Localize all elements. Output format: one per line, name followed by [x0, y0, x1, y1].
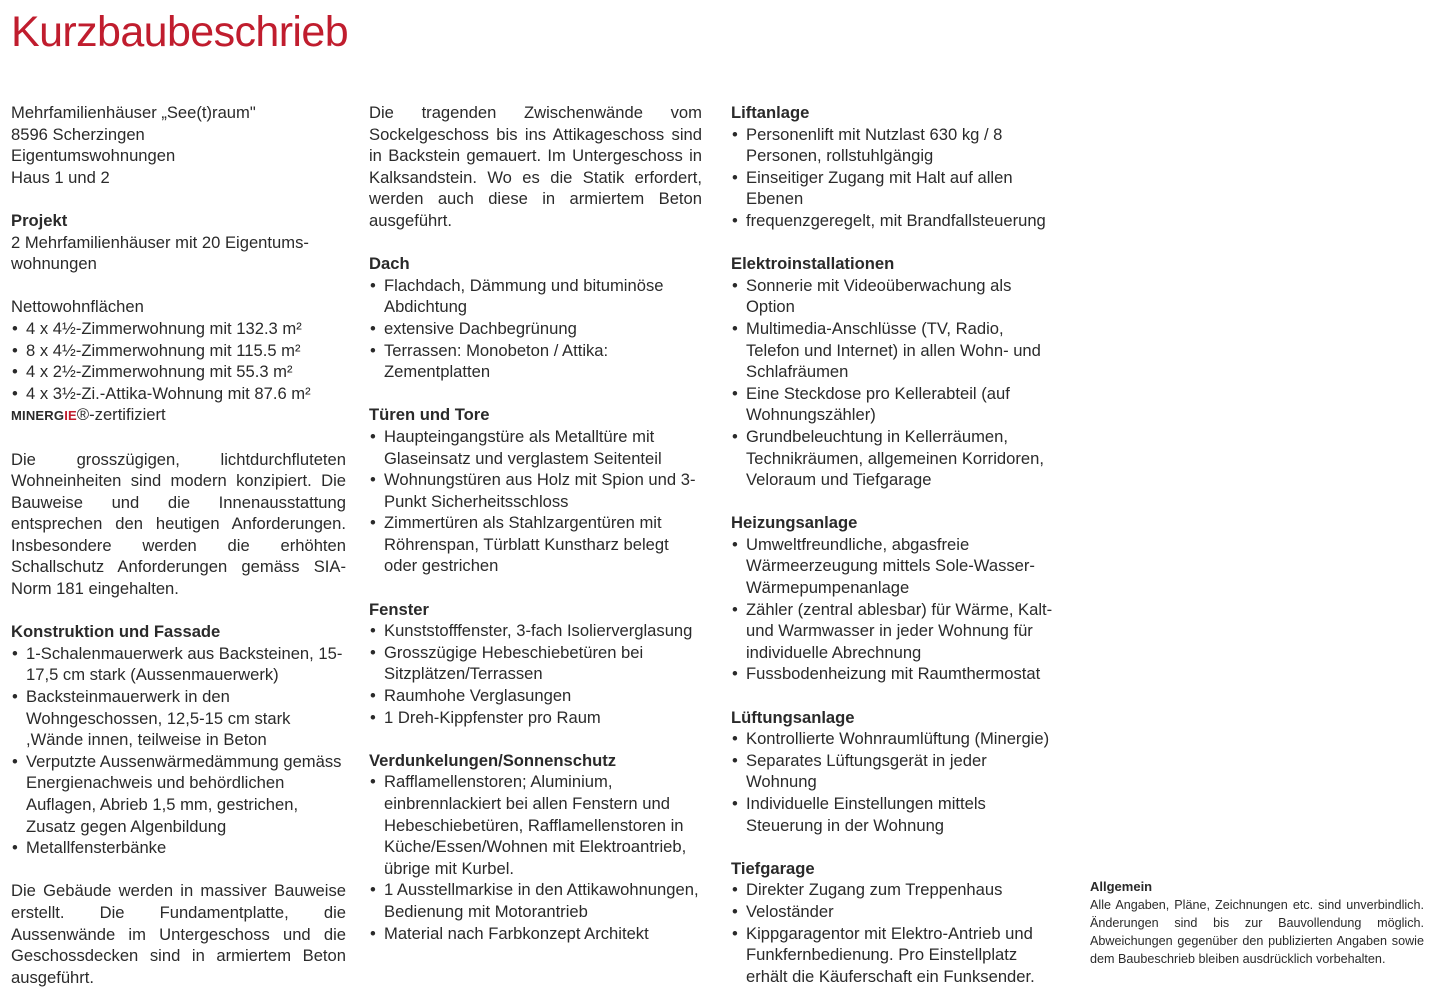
section-label: Nettowohnflächen	[11, 297, 144, 317]
section-tiefgarage	[731, 858, 1061, 988]
list-item: • 4 x 2½-Zimmerwohnung mit 55.3 m²	[11, 361, 346, 383]
list-item: • Eine Steckdose pro Kellerabteil (auf Wohnungszähler)	[731, 383, 1061, 426]
list-item: • Grosszügige Hebeschiebetüren bei Sitzplätzen/Terrassen	[369, 642, 702, 685]
section-heading: Tiefgarage	[731, 858, 815, 878]
certification-text: ®-zertifiziert	[76, 405, 166, 425]
section-lueftung	[731, 707, 1061, 837]
list-item: • Einseitiger Zugang mit Halt auf allen Ebenen	[731, 167, 1061, 210]
list-item: • Zähler (zentral ablesbar) für Wärme, Kalt- und Warmwasser in jeder Wohnung für individuelle Abrechnung	[731, 599, 1061, 664]
intro-line: Haus 1 und 2	[11, 167, 110, 187]
logo-text-accent: IE	[64, 408, 77, 424]
column-1	[11, 102, 346, 988]
section-heading: Allgemein	[1090, 879, 1153, 894]
bullet-list	[731, 728, 1061, 836]
bullet-list	[731, 879, 1061, 987]
section-heading: Projekt	[11, 210, 68, 230]
section-projekt	[11, 210, 346, 275]
list-item: • Raumhohe Verglasungen	[369, 685, 702, 707]
paragraph: Die Gebäude werden in massiver Bauweise erstellt. Die Fundamentplatte, die Aussenwände im Untergeschoss und die Geschossdecken sind in armiertem Beton ausgeführt.	[11, 881, 346, 987]
list-item: • Kippgaragentor mit Elektro-Antrieb und Funkfernbedienung. Pro Einstellplatz erhält die Käuferschaft ein Funksender.	[731, 923, 1061, 988]
list-item: • Fussbodenheizung mit Raumthermostat	[731, 663, 1061, 685]
bullet-list	[11, 643, 346, 859]
section-beschreibung	[11, 449, 346, 600]
intro-line: Mehrfamilienhäuser „See(t)raum"	[11, 103, 256, 122]
list-item: • Rafflamellenstoren; Aluminium, einbrennlackiert bei allen Fenstern und Hebeschiebetüren, Rafflamellenstoren in Küche/Essen/Wohnen mit Elektroantrieb, übrige mit Kurbel.	[369, 771, 702, 879]
section-liftanlage	[731, 102, 1061, 232]
list-item: • 8 x 4½-Zimmerwohnung mit 115.5 m²	[11, 340, 346, 362]
section-fenster	[369, 599, 702, 729]
section-zwischenwaende	[369, 102, 702, 232]
list-item: • Backsteinmauerwerk in den Wohngeschossen, 12,5-15 cm stark ,Wände innen, teilweise in Beton	[11, 686, 346, 751]
paragraph: Die grosszügigen, lichtdurchfluteten Wohneinheiten sind modern konzipiert. Die Bauweise und die Innenausstattung entsprechen den heutigen Anforderungen. Insbesondere werden die erhöhten Schallschutz Anforderungen gemäss SIA-Norm 181 eingehalten.	[11, 449, 346, 599]
list-item: • extensive Dachbegrünung	[369, 318, 702, 340]
list-item: • Flachdach, Dämmung und bituminöse Abdichtung	[369, 275, 702, 318]
list-item: • frequenzgeregelt, mit Brandfallsteuerung	[731, 210, 1061, 232]
section-elektro	[731, 253, 1061, 491]
minergie-logo	[11, 408, 77, 423]
bullet-list	[369, 771, 702, 944]
bullet-list	[369, 426, 702, 577]
disclaimer-text: Alle Angaben, Pläne, Zeichnungen etc. sind unverbindlich. Änderungen sind bis zur Bauvollendung möglich. Abweichungen gegenüber den publizierten Angaben sowie dem Baubeschrieb bleiben ausdrücklich vorbehalten.	[1090, 898, 1424, 966]
list-item: • Personenlift mit Nutzlast 630 kg / 8 Personen, rollstuhlgängig	[731, 124, 1061, 167]
list-item: • 1 Dreh-Kippfenster pro Raum	[369, 707, 702, 729]
intro-block	[11, 102, 346, 188]
list-item: • 1-Schalenmauerwerk aus Backsteinen, 15-17,5 cm stark (Aussenmauerwerk)	[11, 643, 346, 686]
logo-text: MINERG	[11, 408, 65, 424]
page-title: Kurzbaubeschrieb	[11, 8, 349, 56]
section-verdunkelungen	[369, 750, 702, 944]
section-konstruktion	[11, 621, 346, 859]
intro-line: 8596 Scherzingen	[11, 124, 145, 144]
bullet-list	[731, 275, 1061, 491]
section-dach	[369, 253, 702, 383]
list-item: • Terrassen: Monobeton / Attika: Zementplatten	[369, 340, 702, 383]
list-item: • Verputzte Aussenwärmedämmung gemäss Energienachweis und behördlichen Auflagen, Abrieb 1,5 mm, gestrichen, Zusatz gegen Algenbildung	[11, 751, 346, 837]
minergie-certification	[11, 404, 346, 427]
list-item: • 4 x 4½-Zimmerwohnung mit 132.3 m²	[11, 318, 346, 340]
section-heading: Dach	[369, 254, 410, 274]
list-item: • Grundbeleuchtung in Kellerräumen, Technikräumen, allgemeinen Korridoren, Veloraum und Tiefgarage	[731, 426, 1061, 491]
list-item: • Wohnungstüren aus Holz mit Spion und 3-Punkt Sicherheitsschloss	[369, 469, 702, 512]
section-heading: Heizungsanlage	[731, 513, 858, 533]
bullet-list	[731, 534, 1061, 685]
section-text: 2 Mehrfamilienhäuser mit 20 Eigentums-wohnungen	[11, 232, 309, 274]
intro-line: Eigentumswohnungen	[11, 146, 176, 166]
section-gebaeude	[11, 880, 346, 988]
bullet-list	[731, 124, 1061, 232]
section-heizung	[731, 512, 1061, 685]
section-heading: Elektroinstallationen	[731, 254, 895, 274]
list-item: • Umweltfreundliche, abgasfreie Wärmeerzeugung mittels Sole-Wasser-Wärmepumpenanlage	[731, 534, 1061, 599]
section-allgemein	[1090, 878, 1424, 968]
section-heading: Liftanlage	[731, 103, 810, 122]
column-2	[369, 102, 702, 944]
column-3	[731, 102, 1061, 987]
bullet-list	[11, 318, 346, 404]
list-item: • Multimedia-Anschlüsse (TV, Radio, Telefon und Internet) in allen Wohn- und Schlafräumen	[731, 318, 1061, 383]
section-heading: Fenster	[369, 599, 429, 619]
list-item: • Kunststofffenster, 3-fach Isolierverglasung	[369, 620, 702, 642]
section-heading: Türen und Tore	[369, 405, 490, 425]
section-nettowohnflaechen	[11, 296, 346, 427]
list-item: • 4 x 3½-Zi.-Attika-Wohnung mit 87.6 m²	[11, 383, 346, 405]
bullet-list	[369, 275, 702, 383]
list-item: • 1 Ausstellmarkise in den Attikawohnungen, Bedienung mit Motorantrieb	[369, 879, 702, 922]
list-item: • Material nach Farbkonzept Architekt	[369, 923, 702, 945]
list-item: • Kontrollierte Wohnraumlüftung (Minergie)	[731, 728, 1061, 750]
list-item: • Sonnerie mit Videoüberwachung als Option	[731, 275, 1061, 318]
list-item: • Metallfensterbänke	[11, 837, 346, 859]
list-item: • Individuelle Einstellungen mittels Steuerung in der Wohnung	[731, 793, 1061, 836]
list-item: • Haupteingangstüre als Metalltüre mit Glaseinsatz und verglastem Seitenteil	[369, 426, 702, 469]
list-item: • Separates Lüftungsgerät in jeder Wohnung	[731, 750, 1061, 793]
section-tueren	[369, 404, 702, 577]
section-heading: Lüftungsanlage	[731, 707, 855, 727]
paragraph: Die tragenden Zwischenwände vom Sockelgeschoss bis ins Attikageschoss sind in Backstein gemauert. Im Untergeschoss in Kalksandstein. Wo es die Statik erfordert, werden auch diese in armiertem Beton ausgeführt.	[369, 103, 702, 230]
bullet-list	[369, 620, 702, 728]
list-item: • Zimmertüren als Stahlzargentüren mit Röhrenspan, Türblatt Kunstharz belegt oder gestrichen	[369, 512, 702, 577]
list-item: • Direkter Zugang zum Treppenhaus	[731, 879, 1061, 901]
section-heading: Verdunkelungen/Sonnenschutz	[369, 750, 617, 770]
list-item: • Veloständer	[731, 901, 1061, 923]
section-heading: Konstruktion und Fassade	[11, 622, 221, 642]
